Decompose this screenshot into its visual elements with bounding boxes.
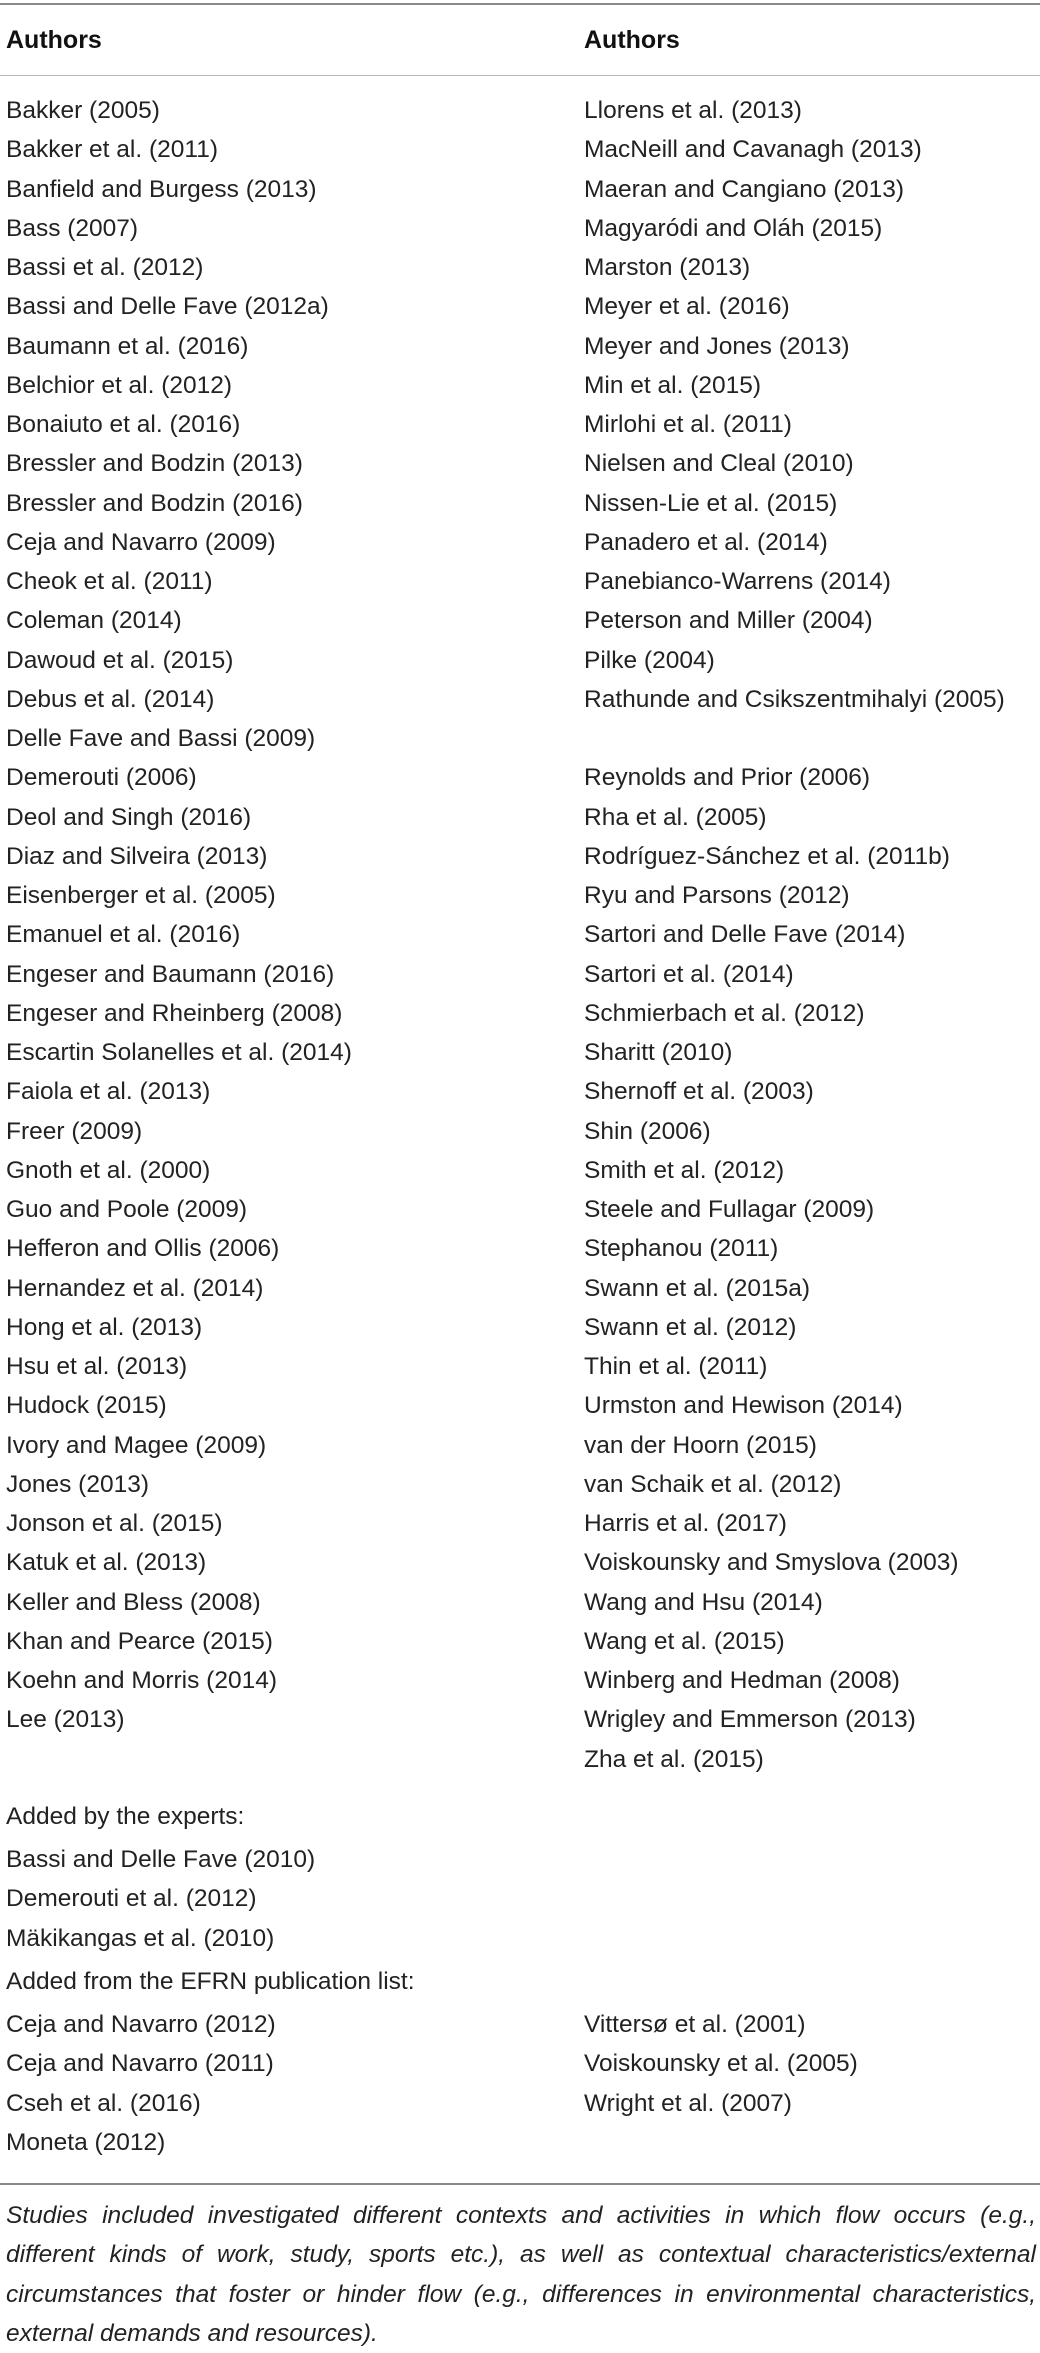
author-entry: Ceja and Navarro (2011)	[6, 2050, 274, 2078]
author-entry: Marston (2013)	[584, 254, 751, 281]
author-entry: Ivory and Magee (2009)	[6, 1431, 267, 1459]
author-entry: Vittersø et al. (2001)	[584, 2011, 806, 2038]
author-entry: Steele and Fullagar (2009)	[584, 1196, 875, 1223]
table-bottom-rule	[0, 2183, 1040, 2185]
author-entry: Voiskounsky and Smyslova (2003)	[584, 1549, 959, 1577]
author-entry: Moneta (2012)	[6, 2128, 166, 2156]
author-entry: Wright et al. (2007)	[584, 2089, 792, 2117]
author-entry: Dawoud et al. (2015)	[6, 646, 234, 674]
author-entry: Wrigley and Emmerson (2013)	[584, 1706, 916, 1734]
author-entry: Bassi and Delle Fave (2012a)	[6, 293, 329, 321]
author-entry: Sartori and Delle Fave (2014)	[584, 921, 906, 949]
author-entry: Bonaiuto et al. (2016)	[6, 411, 241, 438]
author-entry: Swann et al. (2012)	[584, 1313, 797, 1341]
main-authors-right-column	[584, 91, 1024, 1779]
author-entry: Meyer et al. (2016)	[584, 293, 790, 321]
author-entry: Jonson et al. (2015)	[6, 1510, 223, 1537]
author-entry: Hong et al. (2013)	[6, 1313, 203, 1341]
author-entry: Engeser and Baumann (2016)	[6, 960, 335, 988]
author-entry: Cheok et al. (2011)	[6, 568, 213, 595]
author-entry: Freer (2009)	[6, 1117, 143, 1145]
author-entry: Sartori et al. (2014)	[584, 960, 794, 988]
author-entry: Khan and Pearce (2015)	[6, 1627, 273, 1655]
author-entry: Rathunde and Csikszentmihalyi (2005)	[584, 685, 1005, 713]
author-entry: Emanuel et al. (2016)	[6, 921, 241, 949]
column-header-authors-right: Authors	[584, 26, 680, 54]
author-entry: Mirlohi et al. (2011)	[584, 411, 792, 438]
author-entry: Coleman (2014)	[6, 607, 182, 635]
author-entry: Escartin Solanelles et al. (2014)	[6, 1039, 352, 1066]
author-entry: Zha et al. (2015)	[584, 1745, 764, 1773]
author-entry: Baumann et al. (2016)	[6, 332, 249, 360]
author-entry: Bassi et al. (2012)	[6, 254, 204, 281]
author-entry: Hsu et al. (2013)	[6, 1353, 188, 1380]
author-entry: Reynolds and Prior (2006)	[584, 764, 870, 792]
author-entry: Delle Fave and Bassi (2009)	[6, 725, 316, 752]
author-entry: Ceja and Navarro (2009)	[6, 528, 276, 556]
author-entry: MacNeill and Cavanagh (2013)	[584, 136, 922, 164]
author-entry: Ryu and Parsons (2012)	[584, 882, 850, 909]
author-entry: Hefferon and Ollis (2006)	[6, 1235, 280, 1263]
author-entry: Demerouti et al. (2012)	[6, 1885, 257, 1913]
author-entry: Panadero et al. (2014)	[584, 528, 828, 556]
author-entry: Rha et al. (2005)	[584, 803, 767, 831]
author-entry: Ceja and Navarro (2012)	[6, 2011, 276, 2038]
author-entry: Wang et al. (2015)	[584, 1627, 785, 1655]
main-authors-left-column	[6, 91, 352, 1740]
author-entry: Nielsen and Cleal (2010)	[584, 450, 854, 478]
efrn-authors-left-column	[6, 2005, 276, 2162]
author-entry: van Schaik et al. (2012)	[584, 1470, 842, 1498]
author-entry: Engeser and Rheinberg (2008)	[6, 999, 343, 1027]
author-entry: Maeran and Cangiano (2013)	[584, 175, 905, 203]
author-entry: Shin (2006)	[584, 1117, 711, 1145]
efrn-section-label: Added from the EFRN publication list:	[6, 1968, 415, 1995]
author-entry: Demerouti (2006)	[6, 764, 197, 792]
author-entry: Diaz and Silveira (2013)	[6, 842, 268, 870]
author-entry: Guo and Poole (2009)	[6, 1196, 248, 1223]
author-entry: van der Hoorn (2015)	[584, 1431, 817, 1459]
author-entry: Hudock (2015)	[6, 1392, 167, 1420]
column-header-authors-left: Authors	[6, 26, 102, 54]
author-entry: Nissen-Lie et al. (2015)	[584, 489, 838, 517]
author-entry: Bass (2007)	[6, 214, 139, 242]
author-entry: Bassi and Delle Fave (2010)	[6, 1846, 316, 1873]
author-entry: Eisenberger et al. (2005)	[6, 882, 276, 909]
author-entry: Voiskounsky et al. (2005)	[584, 2050, 858, 2078]
author-entry: Banfield and Burgess (2013)	[6, 175, 317, 203]
author-entry: Magyaródi and Oláh (2015)	[584, 214, 883, 242]
author-entry: Harris et al. (2017)	[584, 1510, 787, 1537]
author-entry: Faiola et al. (2013)	[6, 1078, 211, 1106]
author-entry: Bressler and Bodzin (2016)	[6, 489, 303, 517]
author-entry: Min et al. (2015)	[584, 371, 762, 399]
author-entry: Stephanou (2011)	[584, 1235, 779, 1263]
author-entry: Koehn and Morris (2014)	[6, 1667, 278, 1694]
author-entry: Bakker et al. (2011)	[6, 136, 218, 164]
author-entry: Winberg and Hedman (2008)	[584, 1667, 900, 1694]
efrn-authors-right-column	[584, 2005, 858, 2123]
author-entry: Hernandez et al. (2014)	[6, 1274, 264, 1302]
author-entry: Sharitt (2010)	[584, 1039, 733, 1066]
author-entry: Pilke (2004)	[584, 646, 715, 674]
author-entry: Rodríguez-Sánchez et al. (2011b)	[584, 842, 950, 870]
author-entry: Katuk et al. (2013)	[6, 1549, 207, 1577]
author-entry: Swann et al. (2015a)	[584, 1274, 811, 1302]
author-entry: Jones (2013)	[6, 1470, 150, 1498]
author-entry: Thin et al. (2011)	[584, 1353, 768, 1380]
author-entry: Smith et al. (2012)	[584, 1156, 785, 1184]
author-entry: Belchior et al. (2012)	[6, 371, 233, 399]
author-entry: Lee (2013)	[6, 1706, 125, 1734]
author-entry: Keller and Bless (2008)	[6, 1588, 261, 1616]
author-entry: Llorens et al. (2013)	[584, 97, 802, 124]
table-top-rule	[0, 3, 1040, 5]
author-entry: Bressler and Bodzin (2013)	[6, 450, 303, 478]
author-entry: Meyer and Jones (2013)	[584, 332, 850, 360]
author-entry: Peterson and Miller (2004)	[584, 607, 873, 635]
header-rule	[0, 75, 1040, 76]
author-entry: Mäkikangas et al. (2010)	[6, 1924, 275, 1952]
author-entry: Cseh et al. (2016)	[6, 2089, 201, 2117]
author-entry: Schmierbach et al. (2012)	[584, 999, 865, 1027]
author-entry: Deol and Singh (2016)	[6, 803, 252, 831]
experts-authors-column	[6, 1840, 315, 1958]
author-entry: Bakker (2005)	[6, 97, 160, 124]
author-entry: Wang and Hsu (2014)	[584, 1588, 823, 1616]
author-entry: Gnoth et al. (2000)	[6, 1156, 211, 1184]
experts-section-label: Added by the experts:	[6, 1803, 245, 1830]
table-footnote: Studies included investigated different contexts and activities in which flow occurs (e.g., different kinds of work, study, sports etc.), as well as contextual characteristics/external circumstances that foster or hinder flow (e.g., differences in environmental characteristics, external demands and resources).	[6, 2202, 1036, 2347]
author-entry: Debus et al. (2014)	[6, 685, 215, 713]
author-entry: Urmston and Hewison (2014)	[584, 1392, 903, 1420]
author-entry: Panebianco-Warrens (2014)	[584, 568, 891, 595]
author-entry: Shernoff et al. (2003)	[584, 1078, 814, 1106]
